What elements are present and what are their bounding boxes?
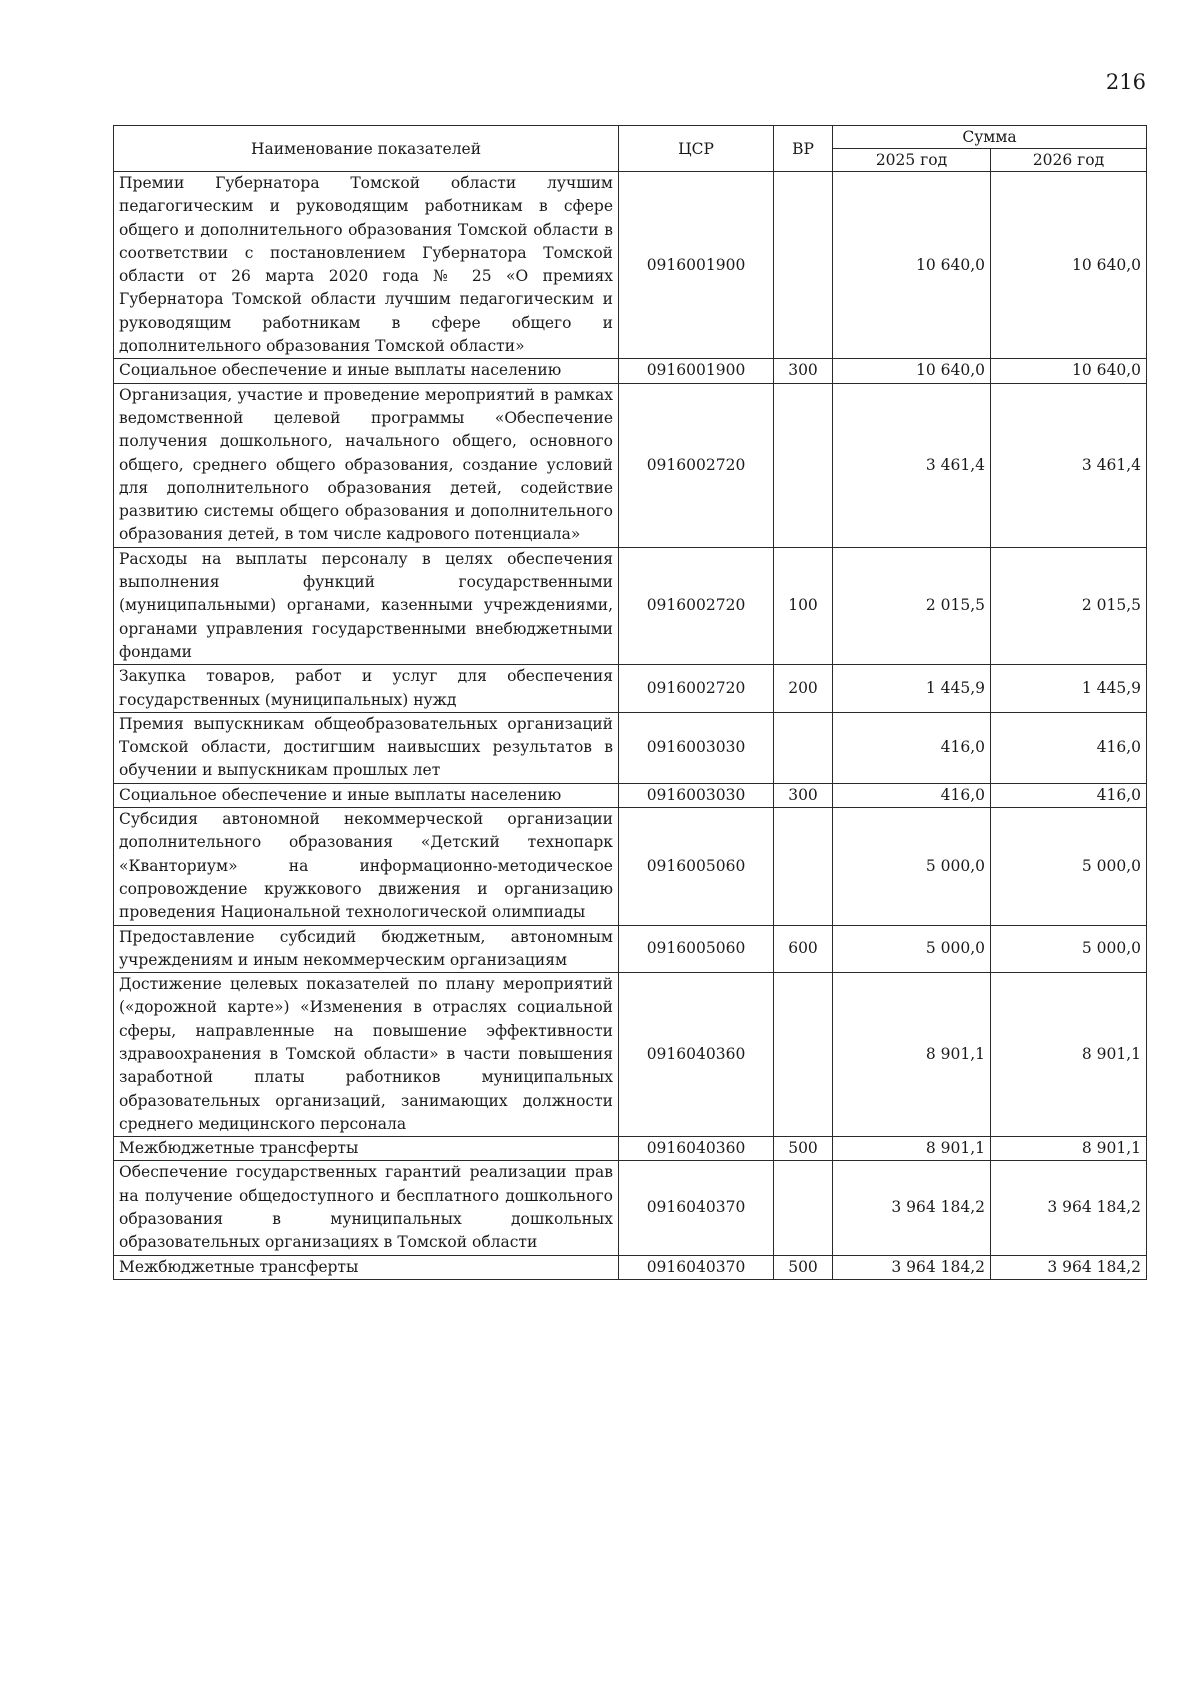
row-vr xyxy=(774,1161,833,1255)
row-csr: 0916005060 xyxy=(619,925,774,973)
row-name: Предоставление субсидий бюджетным, автономным учреждениям и иным некоммерческим организациям xyxy=(114,925,619,973)
row-name: Закупка товаров, работ и услуг для обеспечения государственных (муниципальных) нужд xyxy=(114,665,619,713)
row-name: Премии Губернатора Томской области лучшим педагогическим и руководящим работникам в сфере общего и дополнительного образования Томской области в соответствии с постановлением Губернатора Томской области от 26 марта 2020 года № 25 «О премиях Губернатора Томской области лучшим педагогическим и руководящим работникам в сфере общего и дополнительного образования Томской области» xyxy=(114,172,619,359)
row-sum-2026: 5 000,0 xyxy=(991,925,1147,973)
table-row xyxy=(114,973,1147,1137)
row-vr: 600 xyxy=(774,925,833,973)
row-sum-2025: 416,0 xyxy=(833,783,991,807)
row-csr: 0916003030 xyxy=(619,783,774,807)
row-name: Межбюджетные трансферты xyxy=(114,1255,619,1279)
row-csr: 0916002720 xyxy=(619,383,774,547)
row-sum-2025: 416,0 xyxy=(833,712,991,783)
row-vr xyxy=(774,172,833,359)
row-csr: 0916040370 xyxy=(619,1255,774,1279)
row-name: Социальное обеспечение и иные выплаты населению xyxy=(114,783,619,807)
header-sum: Сумма xyxy=(833,126,1147,149)
header-name: Наименование показателей xyxy=(114,126,619,172)
table-row xyxy=(114,665,1147,713)
row-sum-2026: 416,0 xyxy=(991,783,1147,807)
row-vr: 300 xyxy=(774,359,833,383)
row-sum-2026: 416,0 xyxy=(991,712,1147,783)
row-sum-2025: 3 964 184,2 xyxy=(833,1161,991,1255)
row-sum-2026: 10 640,0 xyxy=(991,172,1147,359)
table-row xyxy=(114,359,1147,383)
row-vr xyxy=(774,808,833,925)
table-row xyxy=(114,1255,1147,1279)
row-csr: 0916001900 xyxy=(619,172,774,359)
row-sum-2026: 3 461,4 xyxy=(991,383,1147,547)
header-year-2026: 2026 год xyxy=(991,149,1147,172)
row-csr: 0916002720 xyxy=(619,547,774,664)
row-csr: 0916002720 xyxy=(619,665,774,713)
row-name: Расходы на выплаты персоналу в целях обеспечения выполнения функций государственными (муниципальными) органами, казенными учреждениями, органами управления государственными внебюджетными фондами xyxy=(114,547,619,664)
page-number: 216 xyxy=(1105,70,1146,94)
table-body xyxy=(114,172,1147,1280)
row-vr xyxy=(774,712,833,783)
table-header xyxy=(114,126,1147,172)
row-sum-2026: 2 015,5 xyxy=(991,547,1147,664)
row-sum-2025: 10 640,0 xyxy=(833,172,991,359)
row-csr: 0916040370 xyxy=(619,1161,774,1255)
row-sum-2025: 8 901,1 xyxy=(833,973,991,1137)
row-vr xyxy=(774,973,833,1137)
table-row xyxy=(114,172,1147,359)
row-sum-2025: 1 445,9 xyxy=(833,665,991,713)
row-csr: 0916003030 xyxy=(619,712,774,783)
row-sum-2025: 5 000,0 xyxy=(833,925,991,973)
header-csr: ЦСР xyxy=(619,126,774,172)
row-name: Премия выпускникам общеобразовательных организаций Томской области, достигшим наивысших результатов в обучении и выпускникам прошлых лет xyxy=(114,712,619,783)
row-vr: 100 xyxy=(774,547,833,664)
row-sum-2026: 10 640,0 xyxy=(991,359,1147,383)
budget-table xyxy=(113,125,1147,1280)
row-sum-2025: 5 000,0 xyxy=(833,808,991,925)
row-sum-2025: 2 015,5 xyxy=(833,547,991,664)
table-row xyxy=(114,1161,1147,1255)
row-name: Субсидия автономной некоммерческой организации дополнительного образования «Детский технопарк «Кванториум» на информационно-методическое сопровождение кружкового движения и организацию проведения Национальной технологической олимпиады xyxy=(114,808,619,925)
row-name: Обеспечение государственных гарантий реализации прав на получение общедоступного и бесплатного дошкольного образования в муниципальных дошкольных образовательных организациях в Томской области xyxy=(114,1161,619,1255)
row-sum-2026: 1 445,9 xyxy=(991,665,1147,713)
row-sum-2026: 8 901,1 xyxy=(991,973,1147,1137)
table-row xyxy=(114,925,1147,973)
row-sum-2026: 5 000,0 xyxy=(991,808,1147,925)
row-vr: 500 xyxy=(774,1255,833,1279)
row-sum-2025: 10 640,0 xyxy=(833,359,991,383)
table-row xyxy=(114,547,1147,664)
row-sum-2025: 8 901,1 xyxy=(833,1137,991,1161)
row-sum-2025: 3 461,4 xyxy=(833,383,991,547)
table-row xyxy=(114,1137,1147,1161)
table-row xyxy=(114,383,1147,547)
row-sum-2026: 3 964 184,2 xyxy=(991,1161,1147,1255)
table-row xyxy=(114,783,1147,807)
row-name: Социальное обеспечение и иные выплаты населению xyxy=(114,359,619,383)
table-row xyxy=(114,712,1147,783)
header-vr: ВР xyxy=(774,126,833,172)
row-sum-2026: 3 964 184,2 xyxy=(991,1255,1147,1279)
row-name: Межбюджетные трансферты xyxy=(114,1137,619,1161)
row-vr: 300 xyxy=(774,783,833,807)
row-vr: 200 xyxy=(774,665,833,713)
row-csr: 0916005060 xyxy=(619,808,774,925)
row-csr: 0916001900 xyxy=(619,359,774,383)
row-vr: 500 xyxy=(774,1137,833,1161)
row-sum-2025: 3 964 184,2 xyxy=(833,1255,991,1279)
row-name: Организация, участие и проведение мероприятий в рамках ведомственной целевой программы «Обеспечение получения дошкольного, начального общего, основного общего, среднего общего образования, создание условий для дополнительного образования детей, содействие развитию системы общего образования и дополнительного образования детей, в том числе кадрового потенциала» xyxy=(114,383,619,547)
row-csr: 0916040360 xyxy=(619,973,774,1137)
row-name: Достижение целевых показателей по плану мероприятий («дорожной карте») «Изменения в отраслях социальной сферы, направленные на повышение эффективности здравоохранения в Томской области» в части повышения заработной платы работников муниципальных образовательных организаций, занимающих должности среднего медицинского персонала xyxy=(114,973,619,1137)
header-year-2025: 2025 год xyxy=(833,149,991,172)
row-vr xyxy=(774,383,833,547)
row-sum-2026: 8 901,1 xyxy=(991,1137,1147,1161)
row-csr: 0916040360 xyxy=(619,1137,774,1161)
table-row xyxy=(114,808,1147,925)
